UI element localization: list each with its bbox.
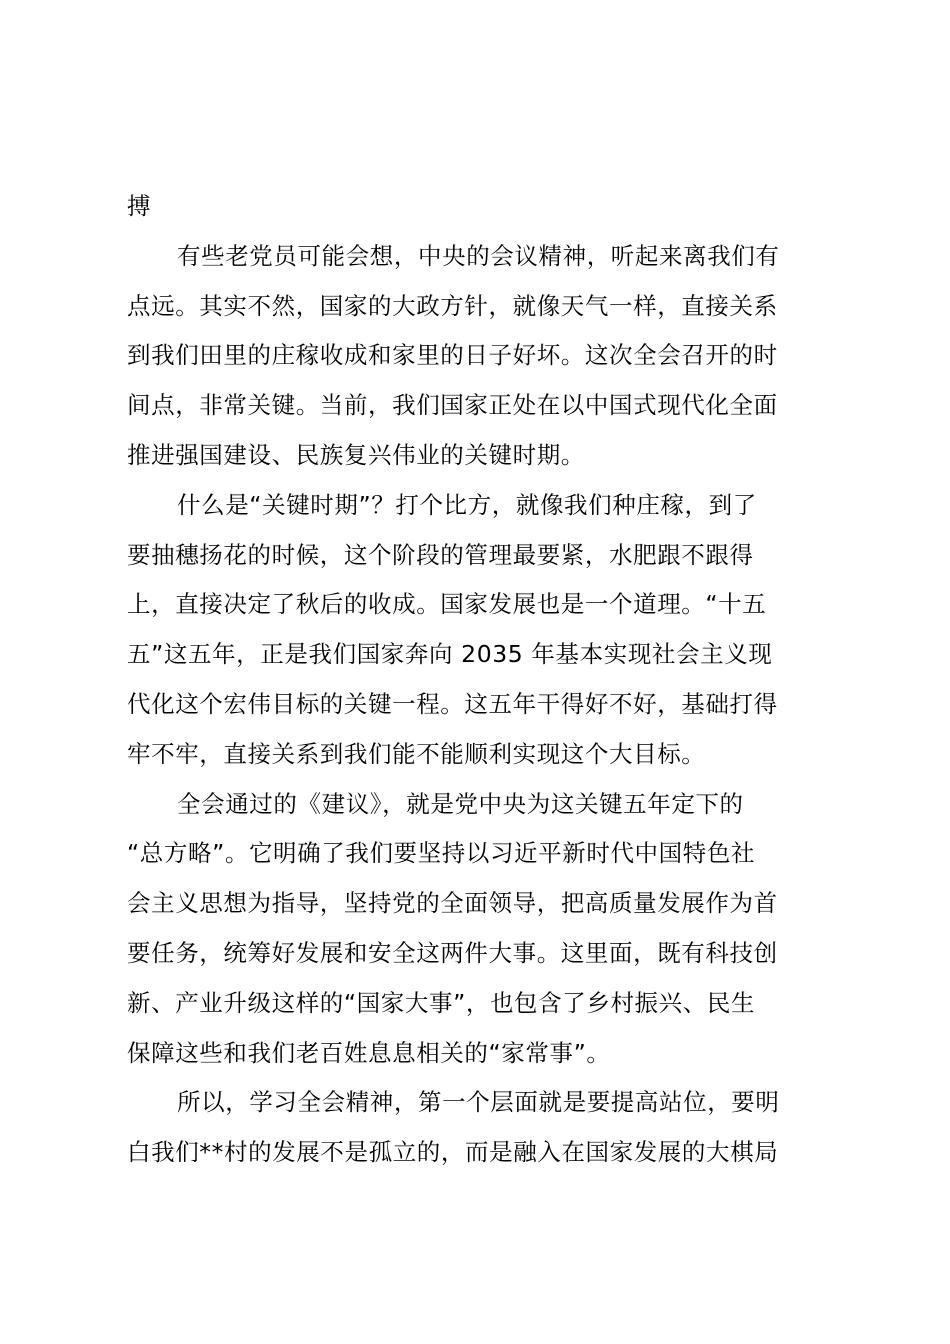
paragraph-2-line-6: 牢不牢，直接关系到我们能不能顺利实现这个大目标。 (127, 739, 706, 768)
paragraph-4-line-2: 白我们**村的发展不是孤立的，而是融入在国家发展的大棋局 (127, 1138, 779, 1167)
paragraph-1-line-3: 到我们田里的庄稼收成和家里的日子好坏。这次全会召开的时 (127, 341, 778, 370)
paragraph-2-line-4: 五”这五年，正是我们国家奔向 2035 年基本实现社会主义现 (127, 640, 773, 669)
paragraph-2-line-2: 要抽穗扬花的时候，这个阶段的管理最要紧，水肥跟不跟得 (127, 540, 754, 569)
paragraph-1-line-1: 有些老党员可能会想，中央的会议精神，听起来离我们有 (177, 241, 780, 270)
paragraph-3-line-3: 会主义思想为指导，坚持党的全面领导，把高质量发展作为首 (127, 889, 778, 918)
paragraph-3-line-6: 保障这些和我们老百姓息息相关的“家常事”。 (127, 1038, 611, 1067)
text-line-continuation: 搏 (127, 192, 152, 220)
document-body (127, 182, 847, 1178)
paragraph-1-line-5: 推进强国建设、民族复兴伟业的关键时期。 (127, 440, 585, 469)
paragraph-2-line-5: 代化这个宏伟目标的关键一程。这五年干得好不好，基础打得 (127, 689, 778, 718)
paragraph-3-line-1: 全会通过的《建议》，就是党中央为这关键五年定下的 (177, 789, 744, 818)
paragraph-3-line-2: “总方略”。它明确了我们要坚持以习近平新时代中国特色社 (127, 839, 756, 868)
paragraph-1-line-2: 点远。其实不然，国家的大政方针，就像天气一样，直接关系 (127, 291, 778, 320)
paragraph-1-line-4: 间点，非常关键。当前，我们国家正处在以中国式现代化全面 (127, 391, 778, 420)
paragraph-3-line-5: 新、产业升级这样的“国家大事”，也包含了乡村振兴、民生 (127, 988, 756, 1017)
paragraph-4-line-1: 所以，学习全会精神，第一个层面就是要提高站位，要明 (177, 1088, 780, 1117)
paragraph-2-line-1: 什么是“关键时期”？打个比方，就像我们种庄稼，到了 (177, 490, 757, 519)
paragraph-2-line-3: 上，直接决定了秋后的收成。国家发展也是一个道理。“十五 (127, 590, 767, 619)
paragraph-3-line-4: 要任务，统筹好发展和安全这两件大事。这里面，既有科技创 (127, 938, 778, 967)
